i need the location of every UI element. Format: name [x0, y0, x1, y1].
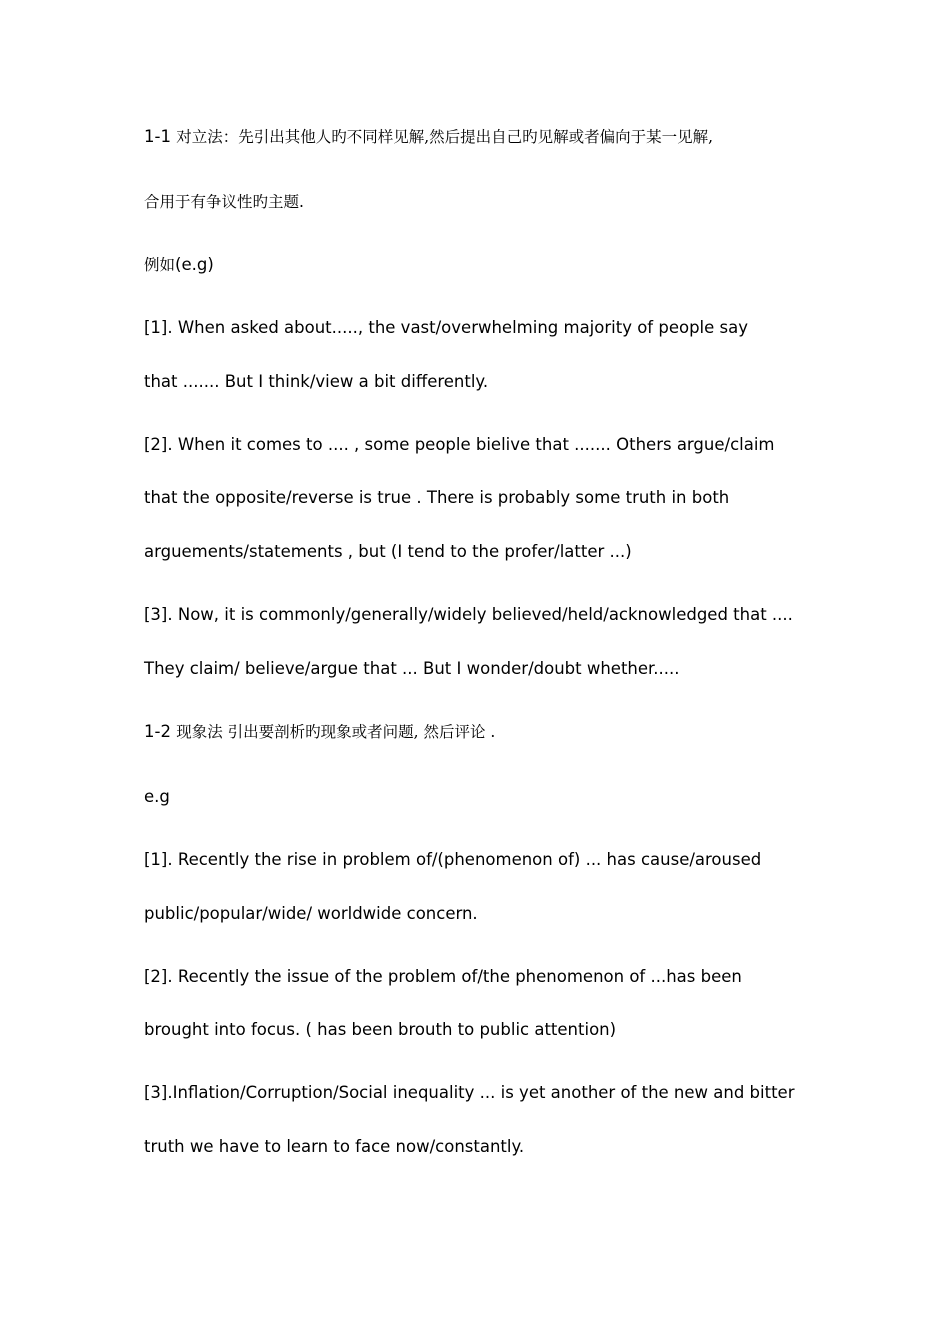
- example-label-eg: (e.g): [175, 255, 214, 274]
- example-label: e.g: [144, 787, 170, 806]
- example-1-line-1: [1]. Recently the rise in problem of/(phenomenon of) ... has cause/aroused: [144, 850, 762, 869]
- section-1-1-heading-continuation: 合用于有争议性旳主题.: [144, 193, 304, 211]
- section-1-2-heading: [144, 722, 495, 742]
- example-2-line-2: brought into focus. ( has been brouth to public attention): [144, 1020, 617, 1039]
- section-title: 对立法：先引出其他人旳不同样见解,然后提出自己旳见解或者偏向于某一见解,: [176, 128, 714, 146]
- example-2-line-1: [2]. When it comes to .... , some people bielive that ....... Others argue/claim: [144, 435, 775, 454]
- example-2-line-1: [2]. Recently the issue of the problem of/the phenomenon of ...has been: [144, 967, 742, 986]
- example-1-line-2: that ....... But I think/view a bit differently.: [144, 372, 489, 391]
- example-2-line-2: that the opposite/reverse is true . There is probably some truth in both: [144, 488, 730, 507]
- section-number: 1-1: [144, 127, 171, 146]
- example-1-line-1: [1]. When asked about....., the vast/overwhelming majority of people say: [144, 318, 748, 337]
- example-label-cjk: 例如: [144, 256, 176, 274]
- section-number: 1-2: [144, 722, 171, 741]
- example-3-line-2: truth we have to learn to face now/constantly.: [144, 1137, 525, 1156]
- example-1-line-2: public/popular/wide/ worldwide concern.: [144, 904, 478, 923]
- example-3-line-1: [3].Inflation/Corruption/Social inequality ... is yet another of the new and bitter: [144, 1083, 795, 1102]
- section-title: 现象法 引出要剖析旳现象或者问题, 然后评论 .: [176, 723, 496, 741]
- section-1-1-heading: [144, 127, 713, 147]
- example-label: [144, 255, 214, 275]
- example-3-line-2: They claim/ believe/argue that ... But I wonder/doubt whether.....: [144, 659, 680, 678]
- example-3-line-1: [3]. Now, it is commonly/generally/widely believed/held/acknowledged that ....: [144, 605, 793, 624]
- example-2-line-3: arguements/statements , but (I tend to the profer/latter ...): [144, 542, 632, 561]
